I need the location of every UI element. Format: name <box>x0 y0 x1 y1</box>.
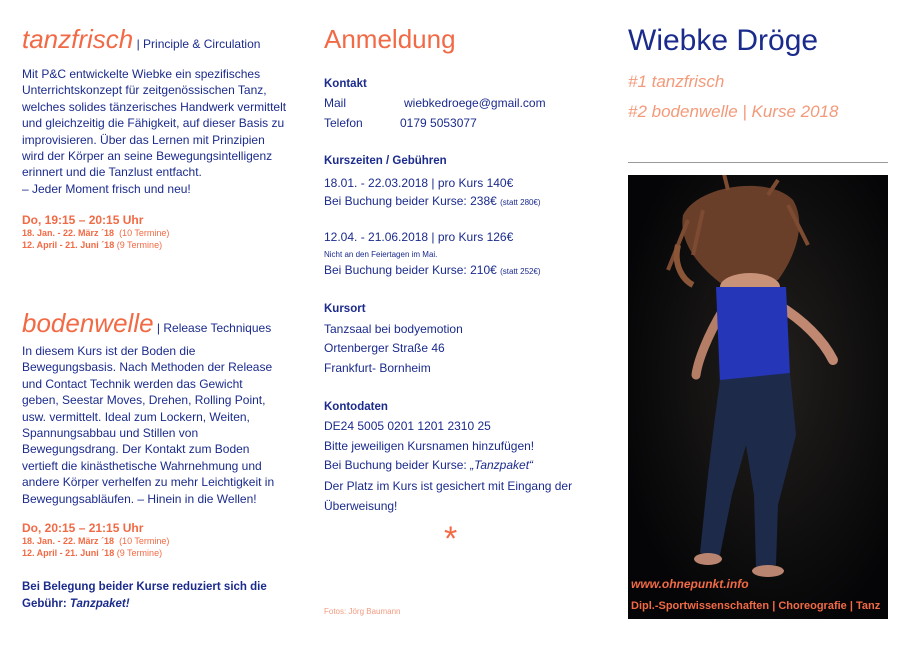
tanzpaket-label: Tanzpaket! <box>69 598 130 610</box>
venue-street: Ortenberger Straße 46 <box>324 341 445 355</box>
tanzpaket-payment-note: Bei Buchung beider Kurse: „Tanzpaket“ <box>324 458 534 472</box>
period-1-combo-price: Bei Buchung beider Kurse: 238€ (statt 280€) <box>324 194 541 208</box>
anmeldung-title: Anmeldung <box>324 24 456 54</box>
telefon-row: Telefon 0179 5053077 <box>324 116 477 130</box>
payment-note: Bitte jeweiligen Kursnamen hinzufügen! <box>324 439 535 453</box>
tanzpaket-note: Bei Belegung beider Kurse reduziert sich die Gebühr: Tanzpaket! <box>22 581 267 610</box>
bodenwelle-time: Do, 20:15 – 21:15 Uhr <box>22 521 144 535</box>
course-1-label: #1 tanzfrisch <box>628 72 725 91</box>
kontodaten-label: Kontodaten <box>324 401 388 413</box>
kurszeiten-label: Kurszeiten / Gebühren <box>324 155 447 167</box>
kursort-label: Kursort <box>324 303 366 315</box>
asterisk-ornament: * <box>444 520 458 558</box>
dancer-illustration <box>628 175 888 619</box>
tanzfrisch-title: tanzfrisch <box>22 24 134 54</box>
venue-city: Frankfurt- Bornheim <box>324 361 431 375</box>
instructor-name: Wiebke Dröge <box>628 24 819 57</box>
bodenwelle-dates: 18. Jan. - 22. März ´18 (10 Termine) 12. April - 21. Juni ´18 (9 Termine) <box>22 536 170 558</box>
period-2-note: Nicht an den Feiertagen im Mai. <box>324 250 438 259</box>
tanzfrisch-tagline: – Jeder Moment frisch und neu! <box>22 181 191 196</box>
period-2-price: 12.04. - 21.06.2018 | pro Kurs 126€ <box>324 230 514 244</box>
divider <box>628 162 888 163</box>
period-2-combo-price: Bei Buchung beider Kurse: 210€ (statt 252€) <box>324 263 541 277</box>
iban: DE24 5005 0201 1201 2310 25 <box>324 419 491 433</box>
period-1-price: 18.01. - 22.03.2018 | pro Kurs 140€ <box>324 176 514 190</box>
dancer-photo <box>628 175 888 619</box>
mail-address[interactable]: wiebkedroege@gmail.com <box>404 96 546 110</box>
kontakt-label: Kontakt <box>324 78 367 90</box>
bodenwelle-title: bodenwelle <box>22 308 154 338</box>
tanzfrisch-dates: 18. Jan. - 22. März ´18 (10 Termine) 12. April - 21. Juni ´18 (9 Termine) <box>22 228 170 250</box>
registration-note: Der Platz im Kurs ist gesichert mit Eingang der Überweisung! <box>324 479 573 513</box>
mail-row: Mail wiebkedroege@gmail.com <box>324 96 546 110</box>
credentials: Dipl.-Sportwissenschaften | Choreografie | Tanz <box>631 600 881 612</box>
telefon-number[interactable]: 0179 5053077 <box>400 116 477 130</box>
course-2-label: #2 bodenwelle | Kurse 2018 <box>628 102 839 121</box>
venue-name: Tanzsaal bei bodyemotion <box>324 322 463 336</box>
bodenwelle-subtitle: | Release Techniques <box>153 321 272 335</box>
tanzfrisch-description: Mit P&C entwickelte Wiebke ein spezifisches Unterrichtskonzept für zeitgenössischen Tanz, welches solides tänzerisches Handwerk vermittelt und gleichzeitig die Fähigkeit, auf dieser Basis zu improvisieren. Über das Lernen mit Prinzipien wird der Körper an seine Bewegungsintelligenz erinnert und die Tanzlust entfacht. – Jeder Moment frisch und neu! <box>22 67 287 196</box>
tanzfrisch-heading <box>22 24 260 55</box>
tanzfrisch-subtitle: | Principle & Circulation <box>133 37 261 51</box>
bodenwelle-description: In diesem Kurs ist der Boden die Bewegungsbasis. Nach Methoden der Release und Contact Technik werden das Gewicht geben, Seestar Moves, Drehen, Rolling Point, usw. vermittelt. Ideal zum Lockern, Weiten, Spannungsabbau und Stillen von Bewegungsdrang. Der Kontakt zum Boden vertieft die kinästhetische Wahrnehmung und andere Körper verhelfen zu mehr Leichtigkeit in Bewegungsabläufen. – Hinein in die Wellen! <box>22 344 275 506</box>
tanzfrisch-time: Do, 19:15 – 20:15 Uhr <box>22 213 144 227</box>
bodenwelle-heading <box>22 308 271 339</box>
website-link[interactable]: www.ohnepunkt.info <box>631 577 749 591</box>
photo-credit: Fotos: Jörg Baumann <box>324 607 401 616</box>
